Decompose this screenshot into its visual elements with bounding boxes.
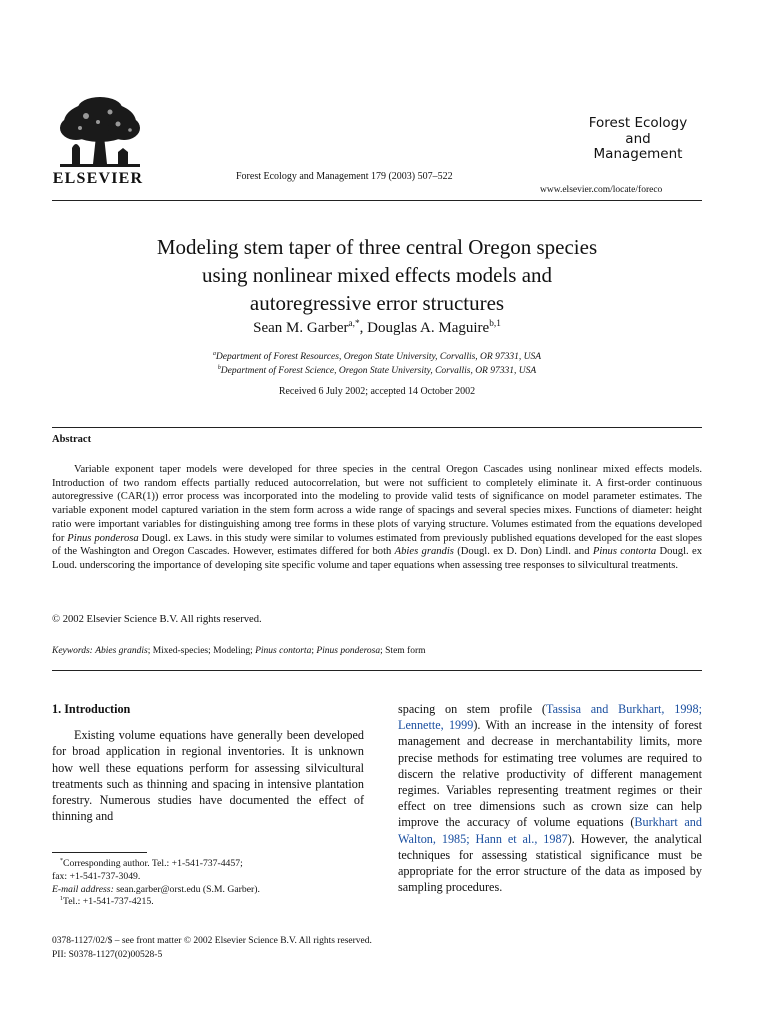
keyword: Modeling bbox=[213, 646, 251, 656]
affiliation bbox=[52, 366, 702, 376]
abstract-segment: Abies grandis bbox=[394, 546, 454, 558]
journal-logo bbox=[584, 116, 692, 163]
footnote-rule bbox=[52, 852, 147, 853]
abstract-segment: (Dougl. ex D. Don) Lindl. and bbox=[453, 546, 593, 558]
abstract-segment: Dougl. ex Loud. underscoring the importance of developing site specific volume and taper equations when assessing tree responses to silvicultural treatments. bbox=[52, 546, 702, 571]
author-list: Sean M. Garber$^{a,*}$, Douglas A. Maguire$^{b,1}$ bbox=[253, 319, 501, 336]
abstract-text bbox=[52, 463, 702, 573]
author-marks: a,* bbox=[348, 319, 360, 329]
abstract-bottom-rule bbox=[52, 670, 702, 671]
body-text-segment: ). However, the analytical techniques for assessing statistical significance must be appropriate for the error structure of the data as imposed by sampling procedures. bbox=[398, 831, 702, 895]
author-marks: b,1 bbox=[489, 319, 501, 329]
affiliation-text: Department of Forest Resources, Oregon State University, Corvallis, OR 97331, USA bbox=[215, 352, 541, 362]
abstract-top-rule bbox=[52, 427, 702, 428]
journal-citation: Forest Ecology and Management 179 (2003) 507–522 bbox=[236, 171, 453, 182]
abstract-segment: Dougl. ex Laws. in this study were similar to volumes estimated from previously published equations developed for the east slopes of the Washington and Oregon Cascades. However, estimates differed for both bbox=[52, 532, 702, 558]
body-column-right bbox=[398, 701, 702, 895]
keyword: Pinus ponderosa bbox=[316, 646, 381, 656]
abstract-segment: Variable exponent taper models were developed for three species in the central Oregon Cascades using nonlinear mixed effects models. Introduction of two random effects partially reduced autocorrelation, but were not sufficient to completely eliminate it. A first-order continuous autoregressive (CAR(1)) error process was incorporated into the modeling to provide valid tests of significance on model parameter estimates. The variable exponent model captured variation in the stem form across a wide range of spacings and several species mixes. Functions of diameter: height ratio were important variables for distinguishing among tree forms in these plots of varying structure. Volumes estimated from the equations developed for bbox=[52, 464, 702, 544]
intro-paragraph: Existing volume equations have generally been developed for broad application in regional inventories. It is unknown how well these equations perform for assessing silvicultural treatments such as thinning and spacing in intensive plantation forestry. Numerous studies have documented the effect of thinning and bbox=[52, 728, 364, 824]
footnote-tel bbox=[52, 896, 364, 909]
citation-link[interactable]: Burkhart and Walton, 1985; Hann et al., 1987 bbox=[398, 815, 702, 846]
citation-link[interactable]: Tassisa and Burkhart, 1998; Lennette, 1999 bbox=[398, 702, 702, 733]
body-column-left bbox=[52, 701, 364, 824]
footnote-fax: fax: +1-541-737-3049. bbox=[52, 870, 141, 882]
keyword: Abies grandis bbox=[95, 646, 148, 656]
footnote-corresponding bbox=[52, 858, 364, 871]
publisher-name: ELSEVIER bbox=[52, 170, 144, 187]
affiliation-mark: b bbox=[217, 364, 221, 371]
author-name: Douglas A. Maguire bbox=[367, 320, 490, 336]
header-rule bbox=[52, 200, 702, 201]
abstract-copyright: © 2002 Elsevier Science B.V. All rights reserved. bbox=[52, 614, 262, 625]
body-text-segment: ). With an increase in the intensity of forest management and decrease in merchantability limits, more precise methods for estimating tree volumes are required to discern the relative productivity of different management regimes. Variables representing treatment regimes or their effect on tree dimensions such as crown size can help improve the accuracy of volume equations ( bbox=[398, 718, 703, 830]
title-line: using nonlinear mixed effects models and bbox=[201, 263, 553, 287]
tree-engraving-icon bbox=[52, 96, 148, 170]
footnote-email bbox=[52, 884, 364, 897]
keyword: Mixed-species bbox=[152, 646, 209, 656]
keywords-label: Keywords: bbox=[52, 646, 93, 656]
front-matter-info bbox=[52, 934, 372, 962]
elsevier-tree-logo bbox=[52, 96, 148, 170]
body-text-segment: spacing on stem profile ( bbox=[398, 702, 546, 716]
received-dates: Received 6 July 2002; accepted 14 October 2002 bbox=[278, 386, 476, 397]
affiliation-mark: a bbox=[212, 350, 216, 357]
footnote-text: Tel.: +1-541-737-4215. bbox=[63, 896, 154, 908]
journal-logo-line: Forest Ecology bbox=[588, 115, 688, 131]
footnote-mark: 1 bbox=[60, 896, 63, 903]
footnote-mark: * bbox=[60, 857, 63, 864]
email-label: E-mail address: bbox=[52, 883, 114, 895]
affiliation-text: Department of Forest Science, Oregon State University, Corvallis, OR 97331, USA bbox=[220, 366, 537, 376]
section-heading: 1. Introduction bbox=[52, 702, 131, 716]
footnotes bbox=[52, 858, 364, 909]
pii-line: PII: S0378-1127(02)00528-5 bbox=[52, 950, 163, 960]
abstract-segment: Pinus ponderosa bbox=[67, 532, 139, 544]
title-line: Modeling stem taper of three central Oregon species bbox=[156, 235, 598, 259]
affiliation bbox=[52, 352, 702, 362]
journal-logo-line: Management bbox=[593, 146, 683, 162]
footnote-text: Corresponding author. Tel.: +1-541-737-4457; bbox=[63, 858, 243, 869]
issn-line: 0378-1127/02/$ – see front matter © 2002 Elsevier Science B.V. All rights reserved. bbox=[52, 936, 372, 946]
title-line: autoregressive error structures bbox=[249, 291, 505, 315]
journal-url-link[interactable]: www.elsevier.com/locate/foreco bbox=[540, 185, 663, 195]
intro-paragraph-continued bbox=[398, 701, 702, 895]
keyword: Stem form bbox=[385, 646, 426, 656]
article-title bbox=[52, 233, 702, 317]
keywords-line bbox=[52, 646, 426, 656]
email-address: sean.garber@orst.edu (S.M. Garber). bbox=[113, 883, 260, 895]
abstract-segment: Pinus contorta bbox=[592, 546, 657, 558]
abstract-heading: Abstract bbox=[52, 434, 92, 445]
journal-logo-line: and bbox=[625, 130, 651, 147]
author-name: Sean M. Garber bbox=[253, 320, 349, 336]
keyword-list: Abies grandis; Mixed-species; Modeling; Pinus contorta; Pinus ponderosa; Stem form bbox=[95, 646, 426, 656]
keyword: Pinus contorta bbox=[255, 646, 312, 656]
